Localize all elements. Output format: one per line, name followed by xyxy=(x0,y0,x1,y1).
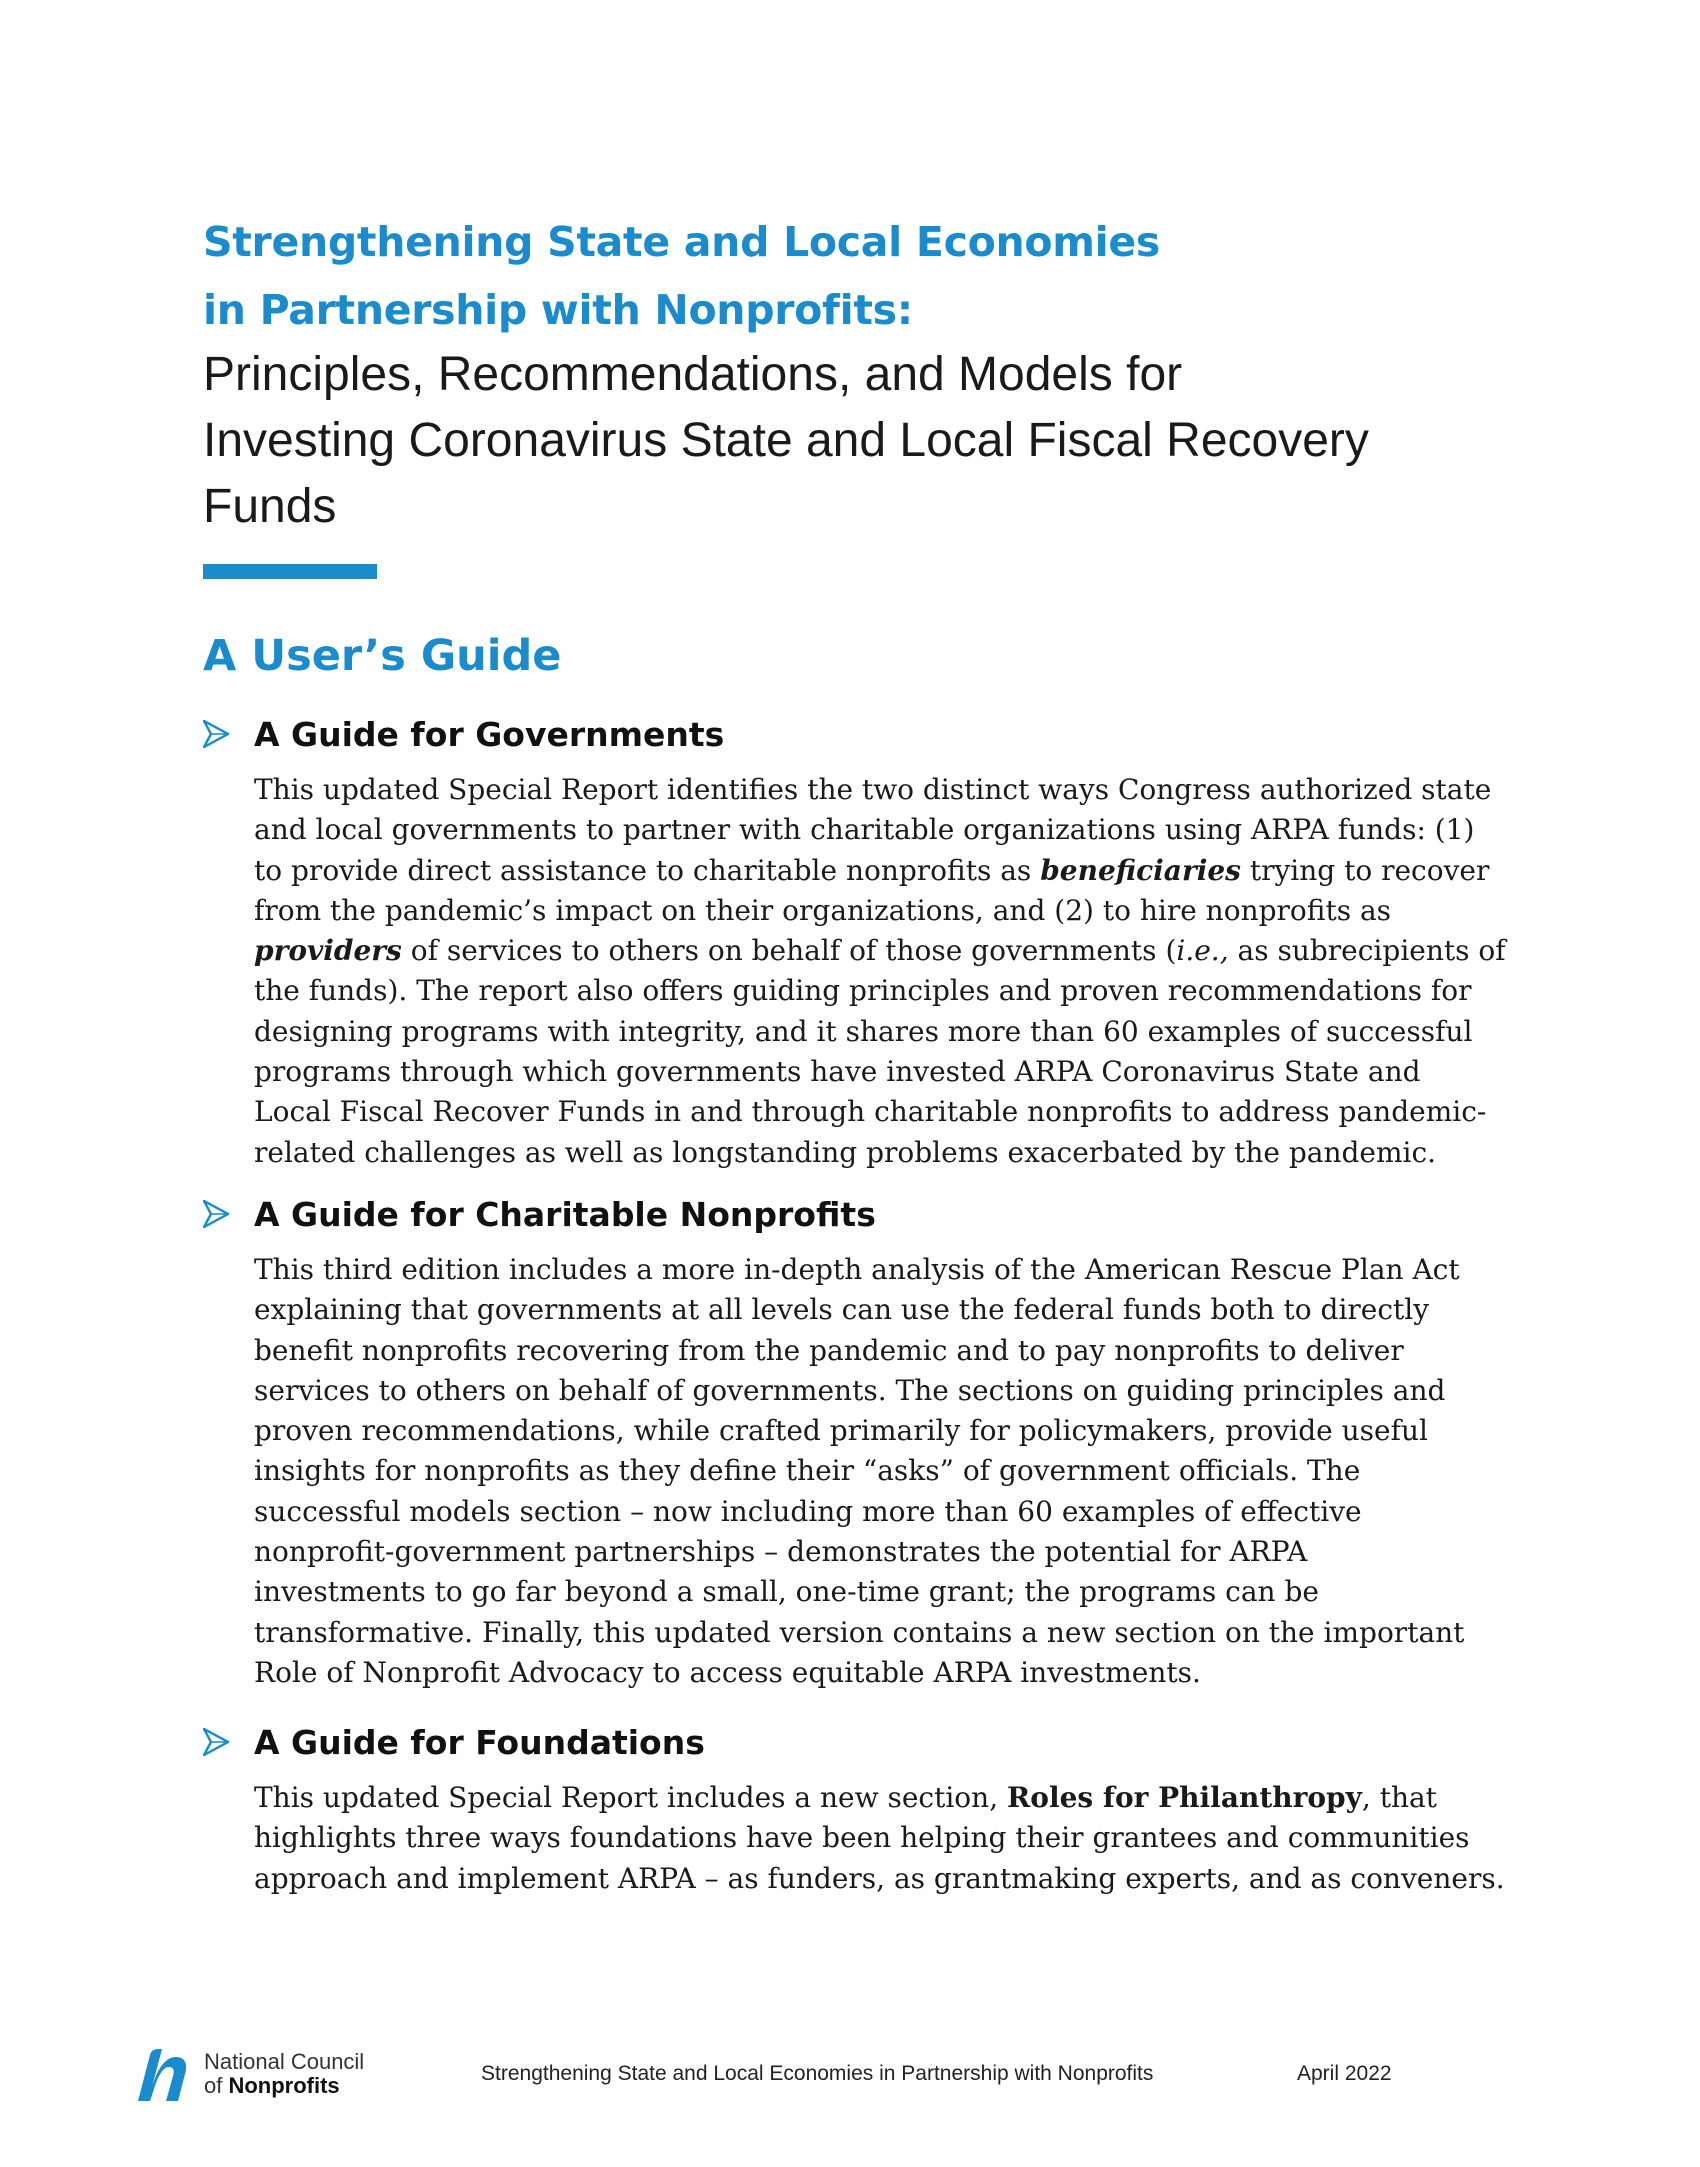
section-title: A Guide for Foundations xyxy=(254,1723,705,1762)
body-line: highlights three ways foundations have been helping their grantees and communities xyxy=(254,1821,1470,1855)
emphasis-beneficiaries: beneficiaries xyxy=(1040,853,1241,887)
section-body xyxy=(254,1250,1533,1693)
arrow-bullet-icon xyxy=(203,1728,229,1756)
accent-divider xyxy=(203,564,377,579)
body-line: This updated Special Report includes a new section, Roles for Philanthropy, that xyxy=(254,1781,1437,1814)
body-line: This third edition includes a more in-depth analysis of the American Rescue Plan Act xyxy=(254,1253,1460,1286)
body-line: approach and implement ARPA – as funders, as grantmaking experts, and as conveners. xyxy=(254,1861,1505,1895)
body-line: Role of Nonprofit Advocacy to access equitable ARPA investments. xyxy=(254,1655,1201,1689)
body-line: nonprofit-government partnerships – demonstrates the potential for ARPA xyxy=(254,1535,1308,1569)
body-line: This updated Special Report identifies the two distinct ways Congress authorized state xyxy=(254,773,1492,806)
logo-wordmark xyxy=(204,2050,364,2098)
body-line: the funds). The report also offers guiding principles and proven recommendations for xyxy=(254,974,1472,1008)
body-line: providers of services to others on behalf of those governments (i.e., as subrecipients of xyxy=(254,934,1506,968)
national-council-of-nonprofits-logo xyxy=(132,2045,382,2105)
section-foundations xyxy=(203,1718,1533,1899)
body-line: designing programs with integrity, and it shares more than 60 examples of successful xyxy=(254,1014,1473,1048)
footer-date: April 2022 xyxy=(1297,2062,1392,2085)
section-governments xyxy=(203,710,1533,1173)
report-title xyxy=(203,208,1553,344)
users-guide-heading: A User’s Guide xyxy=(203,631,562,681)
arrow-bullet-icon xyxy=(203,720,229,748)
title-line-1: Strengthening State and Local Economies xyxy=(203,218,1161,266)
logo-line-1: National Council xyxy=(204,2049,365,2074)
body-line: benefit nonprofits recovering from the pandemic and to pay nonprofits to deliver xyxy=(254,1333,1404,1367)
emphasis-roles-for-philanthropy: Roles for Philanthropy xyxy=(1007,1781,1362,1814)
subtitle-line-3: Funds xyxy=(203,480,337,533)
section-title: A Guide for Governments xyxy=(254,715,725,754)
emphasis-ie: i.e., xyxy=(1176,934,1229,968)
section-body xyxy=(254,1778,1533,1899)
body-line: related challenges as well as longstanding problems exacerbated by the pandemic. xyxy=(254,1135,1437,1169)
body-line: from the pandemic’s impact on their organizations, and (2) to hire nonprofits as xyxy=(254,893,1392,927)
arrow-bullet-icon xyxy=(203,1200,229,1228)
footer-report-title: Strengthening State and Local Economies in Partnership with Nonprofits xyxy=(481,2062,1154,2085)
body-line: transformative. Finally, this updated version contains a new section on the important xyxy=(254,1615,1465,1649)
logo-n-mark-icon xyxy=(132,2045,194,2105)
body-line: and local governments to partner with charitable organizations using ARPA funds: (1) xyxy=(254,813,1475,847)
body-line: services to others on behalf of governments. The sections on guiding principles and xyxy=(254,1373,1446,1407)
body-line: to provide direct assistance to charitable nonprofits as beneficiaries trying to recover xyxy=(254,853,1490,887)
body-line: proven recommendations, while crafted primarily for policymakers, provide useful xyxy=(254,1414,1428,1448)
subtitle-line-2: Investing Coronavirus State and Local Fiscal Recovery xyxy=(203,414,1369,467)
emphasis-providers: providers xyxy=(254,934,402,968)
body-line: successful models section – now including more than 60 examples of effective xyxy=(254,1494,1362,1528)
body-line: investments to go far beyond a small, one-time grant; the programs can be xyxy=(254,1575,1319,1609)
body-line: insights for nonprofits as they define their “asks” of government officials. The xyxy=(254,1454,1361,1488)
body-line: Local Fiscal Recover Funds in and through charitable nonprofits to address pandemic- xyxy=(254,1095,1487,1129)
section-title: A Guide for Charitable Nonprofits xyxy=(254,1195,876,1234)
body-line: programs through which governments have invested ARPA Coronavirus State and xyxy=(254,1055,1421,1089)
subtitle-line-1: Principles, Recommendations, and Models for xyxy=(203,348,1183,401)
logo-line-2: of Nonprofits xyxy=(204,2073,340,2098)
report-subtitle xyxy=(203,342,1553,540)
section-charitable-nonprofits xyxy=(203,1190,1533,1693)
title-line-2: in Partnership with Nonprofits: xyxy=(203,286,913,334)
body-line: explaining that governments at all levels can use the federal funds both to directly xyxy=(254,1293,1430,1327)
section-body xyxy=(254,770,1533,1173)
